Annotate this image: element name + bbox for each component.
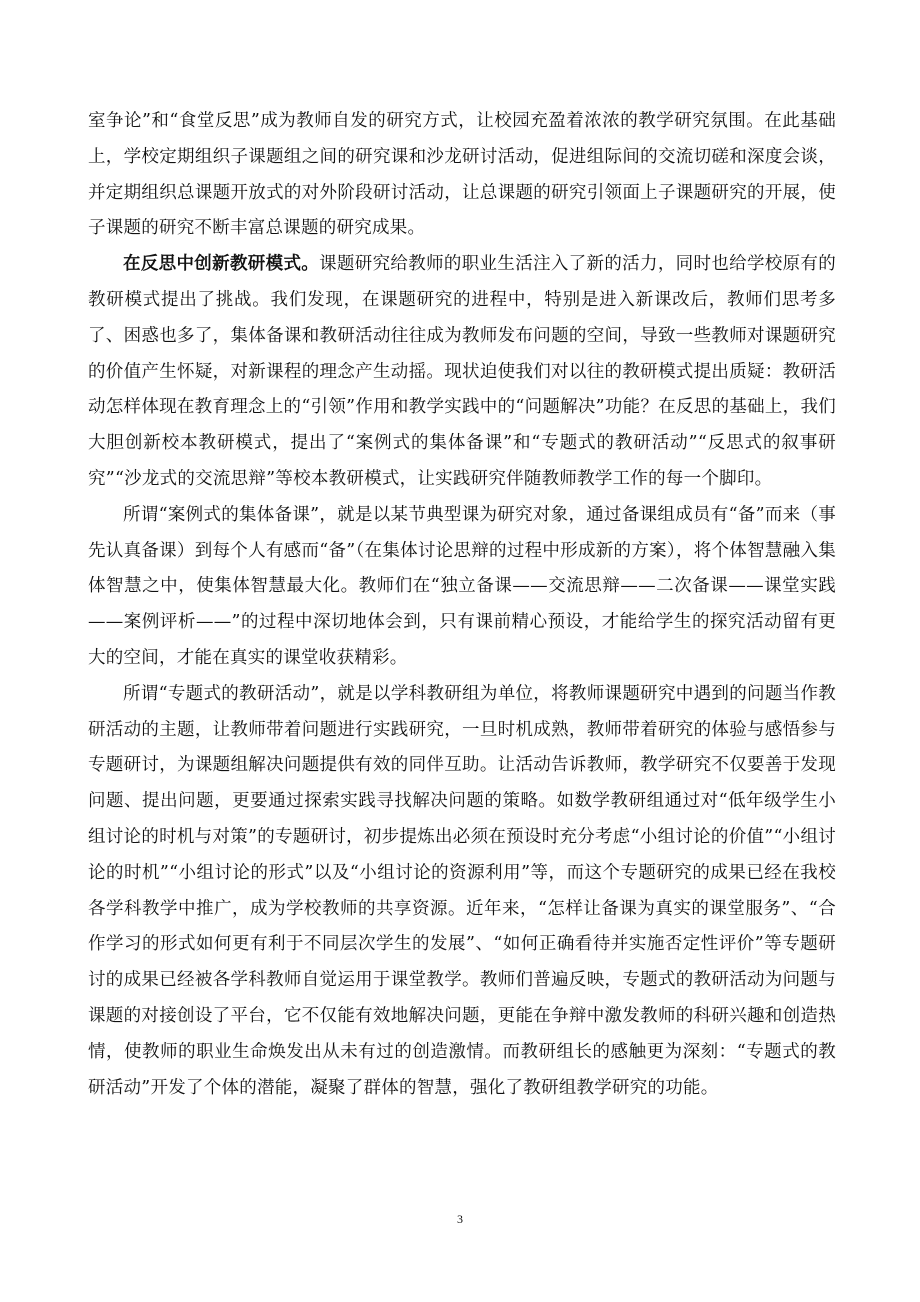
paragraph-4: [88, 677, 836, 1107]
paragraph-4-text: 所谓“专题式的教研活动”，就是以学科教研组为单位，将教师课题研究中遇到的问题当作教研活动的主题，让教师带着问题进行实践研究，一旦时机成熟，教师带着研究的体验与感悟参与专题研讨，为课题组解决问题提供有效的同伴互助。让活动告诉教师，教学研究不仅要善于发现问题、提出问题，更要通过探索实践寻找解决问题的策略。如数学教研组通过对“低年级学生小组讨论的时机与对策”的专题研讨，初步提炼出必须在预设时充分考虑“小组讨论的价值”“小组讨论的时机”“小组讨论的形式”以及“小组讨论的资源利用”等，而这个专题研究的成果已经在我校各学科教学中推广，成为学校教师的共享资源。近年来，“怎样让备课为真实的课堂服务”、“合作学习的形式如何更有利于不同层次学生的发展”、“如何正确看待并实施否定性评价”等专题研讨的成果已经被各学科教师自觉运用于课堂教学。教师们普遍反映，专题式的教研活动为问题与课题的对接创设了平台，它不仅能有效地解决问题，更能在争辩中激发教师的科研兴趣和创造热情，使教师的职业生命焕发出从未有过的创造激情。而教研组长的感触更为深刻：“专题式的教研活动”开发了个体的潜能，凝聚了群体的智慧，强化了教研组教学研究的功能。: [88, 683, 836, 1098]
document-body: [88, 104, 836, 1106]
paragraph-2: [88, 247, 836, 498]
paragraph-1-text: 室争论”和“食堂反思”成为教师自发的研究方式，让校园充盈着浓浓的教学研究氛围。在此基础上，学校定期组织子课题组之间的研究课和沙龙研讨活动，促进组际间的交流切磋和深度会谈，并定期组织总课题开放式的对外阶段研讨活动，让总课题的研究引领面上子课题研究的开展，使子课题的研究不断丰富总课题的研究成果。: [88, 111, 836, 239]
paragraph-1: [88, 104, 836, 247]
paragraph-3-text: 所谓“案例式的集体备课”，就是以某节典型课为研究对象，通过备课组成员有“备”而来（事先认真备课）到每个人有感而“备”（在集体讨论思辩的过程中形成新的方案），将个体智慧融入集体智慧之中，使集体智慧最大化。教师们在“独立备课——交流思辩——二次备课——课堂实践——案例评析——”的过程中深切地体会到，只有课前精心预设，才能给学生的探究活动留有更大的空间，才能在真实的课堂收获精彩。: [88, 504, 836, 668]
paragraph-2-text: 课题研究给教师的职业生活注入了新的活力，同时也给学校原有的教研模式提出了挑战。我们发现，在课题研究的进程中，特别是进入新课改后，教师们思考多了、困惑也多了，集体备课和教研活动往往成为教师发布问题的空间，导致一些教师对课题研究的价值产生怀疑，对新课程的理念产生动摇。现状迫使我们对以往的教研模式提出质疑：教研活动怎样体现在教育理念上的“引领”作用和教学实践中的“问题解决”功能？在反思的基础上，我们大胆创新校本教研模式，提出了“案例式的集体备课”和“专题式的教研活动”“反思式的叙事研究”“沙龙式的交流思辩”等校本教研模式，让实践研究伴随教师教学工作的每一个脚印。: [88, 254, 837, 489]
paragraph-2-heading: 在反思中创新教研模式。: [123, 254, 320, 275]
paragraph-3: [88, 498, 836, 677]
page-number: 3: [457, 1212, 463, 1226]
